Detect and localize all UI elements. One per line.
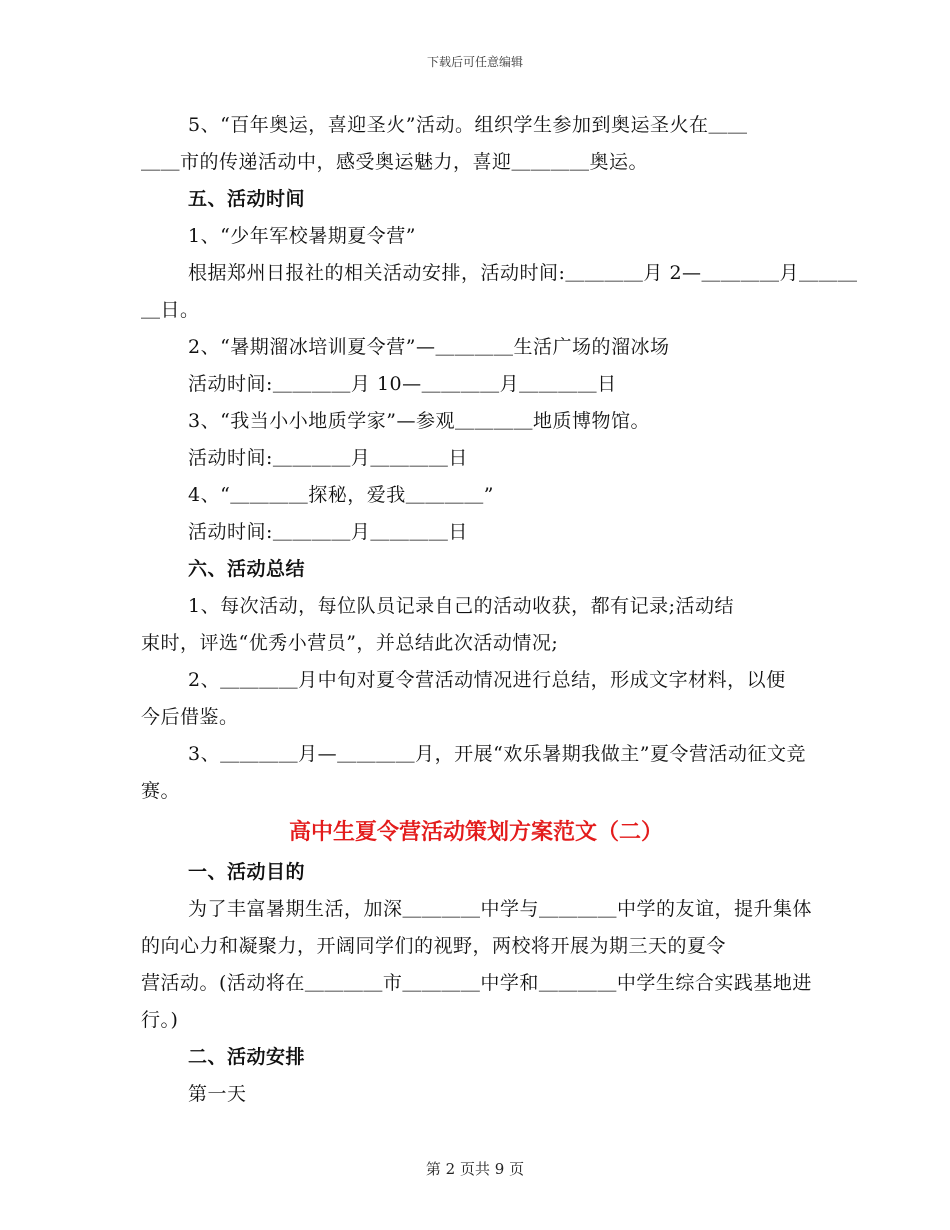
paragraph-line: 行。) (141, 1009, 179, 1031)
section-heading: 五、活动时间 (188, 188, 306, 210)
document-body (141, 107, 858, 1113)
paragraph-line: 3、＿＿＿＿月—＿＿＿＿月，开展“欢乐暑期我做主”夏令营活动征文竞 (188, 743, 807, 765)
paragraph-line: 今后借鉴。 (141, 706, 239, 728)
section-heading: 二、活动安排 (188, 1046, 306, 1068)
paragraph-line: 赛。 (141, 780, 181, 802)
section-heading: 六、活动总结 (188, 558, 306, 580)
section-heading: 一、活动目的 (188, 861, 306, 883)
paragraph-line: 根据郑州日报社的相关活动安排，活动时间:＿＿＿＿月 2—＿＿＿＿月＿＿＿ (188, 262, 858, 284)
paragraph-line: 活动时间:＿＿＿＿月 10—＿＿＿＿月＿＿＿＿日 (188, 373, 617, 395)
paragraph-line: 束时，评选“优秀小营员”，并总结此次活动情况; (141, 632, 559, 654)
paragraph-line: 1、每次活动，每位队员记录自己的活动收获，都有记录;活动结 (188, 595, 734, 617)
page-header: 下载后可任意编辑 (426, 55, 523, 69)
paragraph-line: 第一天 (188, 1083, 247, 1105)
paragraph-line: 3、“我当小小地质学家”—参观＿＿＿＿地质博物馆。 (188, 410, 651, 432)
paragraph-line: 2、＿＿＿＿月中旬对夏令营活动情况进行总结，形成文字材料，以便 (188, 669, 786, 691)
paragraph-line: 活动时间:＿＿＿＿月＿＿＿＿日 (188, 521, 468, 543)
page-footer: 第 2 页共 9 页 (425, 1160, 525, 1178)
paragraph-line: 为了丰富暑期生活，加深＿＿＿＿中学与＿＿＿＿中学的友谊，提升集体 (188, 898, 813, 920)
paragraph-line: 5、“百年奥运，喜迎圣火”活动。组织学生参加到奥运圣火在＿＿ (188, 114, 748, 136)
paragraph-line: 1、“少年军校暑期夏令营” (188, 225, 417, 247)
paragraph-line: 活动时间:＿＿＿＿月＿＿＿＿日 (188, 447, 468, 469)
section-title: 高中生夏令营活动策划方案范文（二） (288, 819, 663, 845)
paragraph-line: ＿＿市的传递活动中，感受奥运魅力，喜迎＿＿＿＿奥运。 (141, 151, 649, 173)
paragraph-line: 4、“＿＿＿＿探秘，爱我＿＿＿＿” (188, 484, 495, 506)
section-two-content (141, 854, 811, 1113)
paragraph-line: ＿日。 (141, 299, 200, 321)
paragraph-line: 的向心力和凝聚力，开阔同学们的视野，两校将开展为期三天的夏令 (141, 935, 727, 957)
paragraph-line: 营活动。(活动将在＿＿＿＿市＿＿＿＿中学和＿＿＿＿中学生综合实践基地进 (141, 972, 812, 994)
section-one-part-content (141, 107, 858, 810)
paragraph-line: 2、“暑期溜冰培训夏令营”—＿＿＿＿生活广场的溜冰场 (188, 336, 670, 358)
